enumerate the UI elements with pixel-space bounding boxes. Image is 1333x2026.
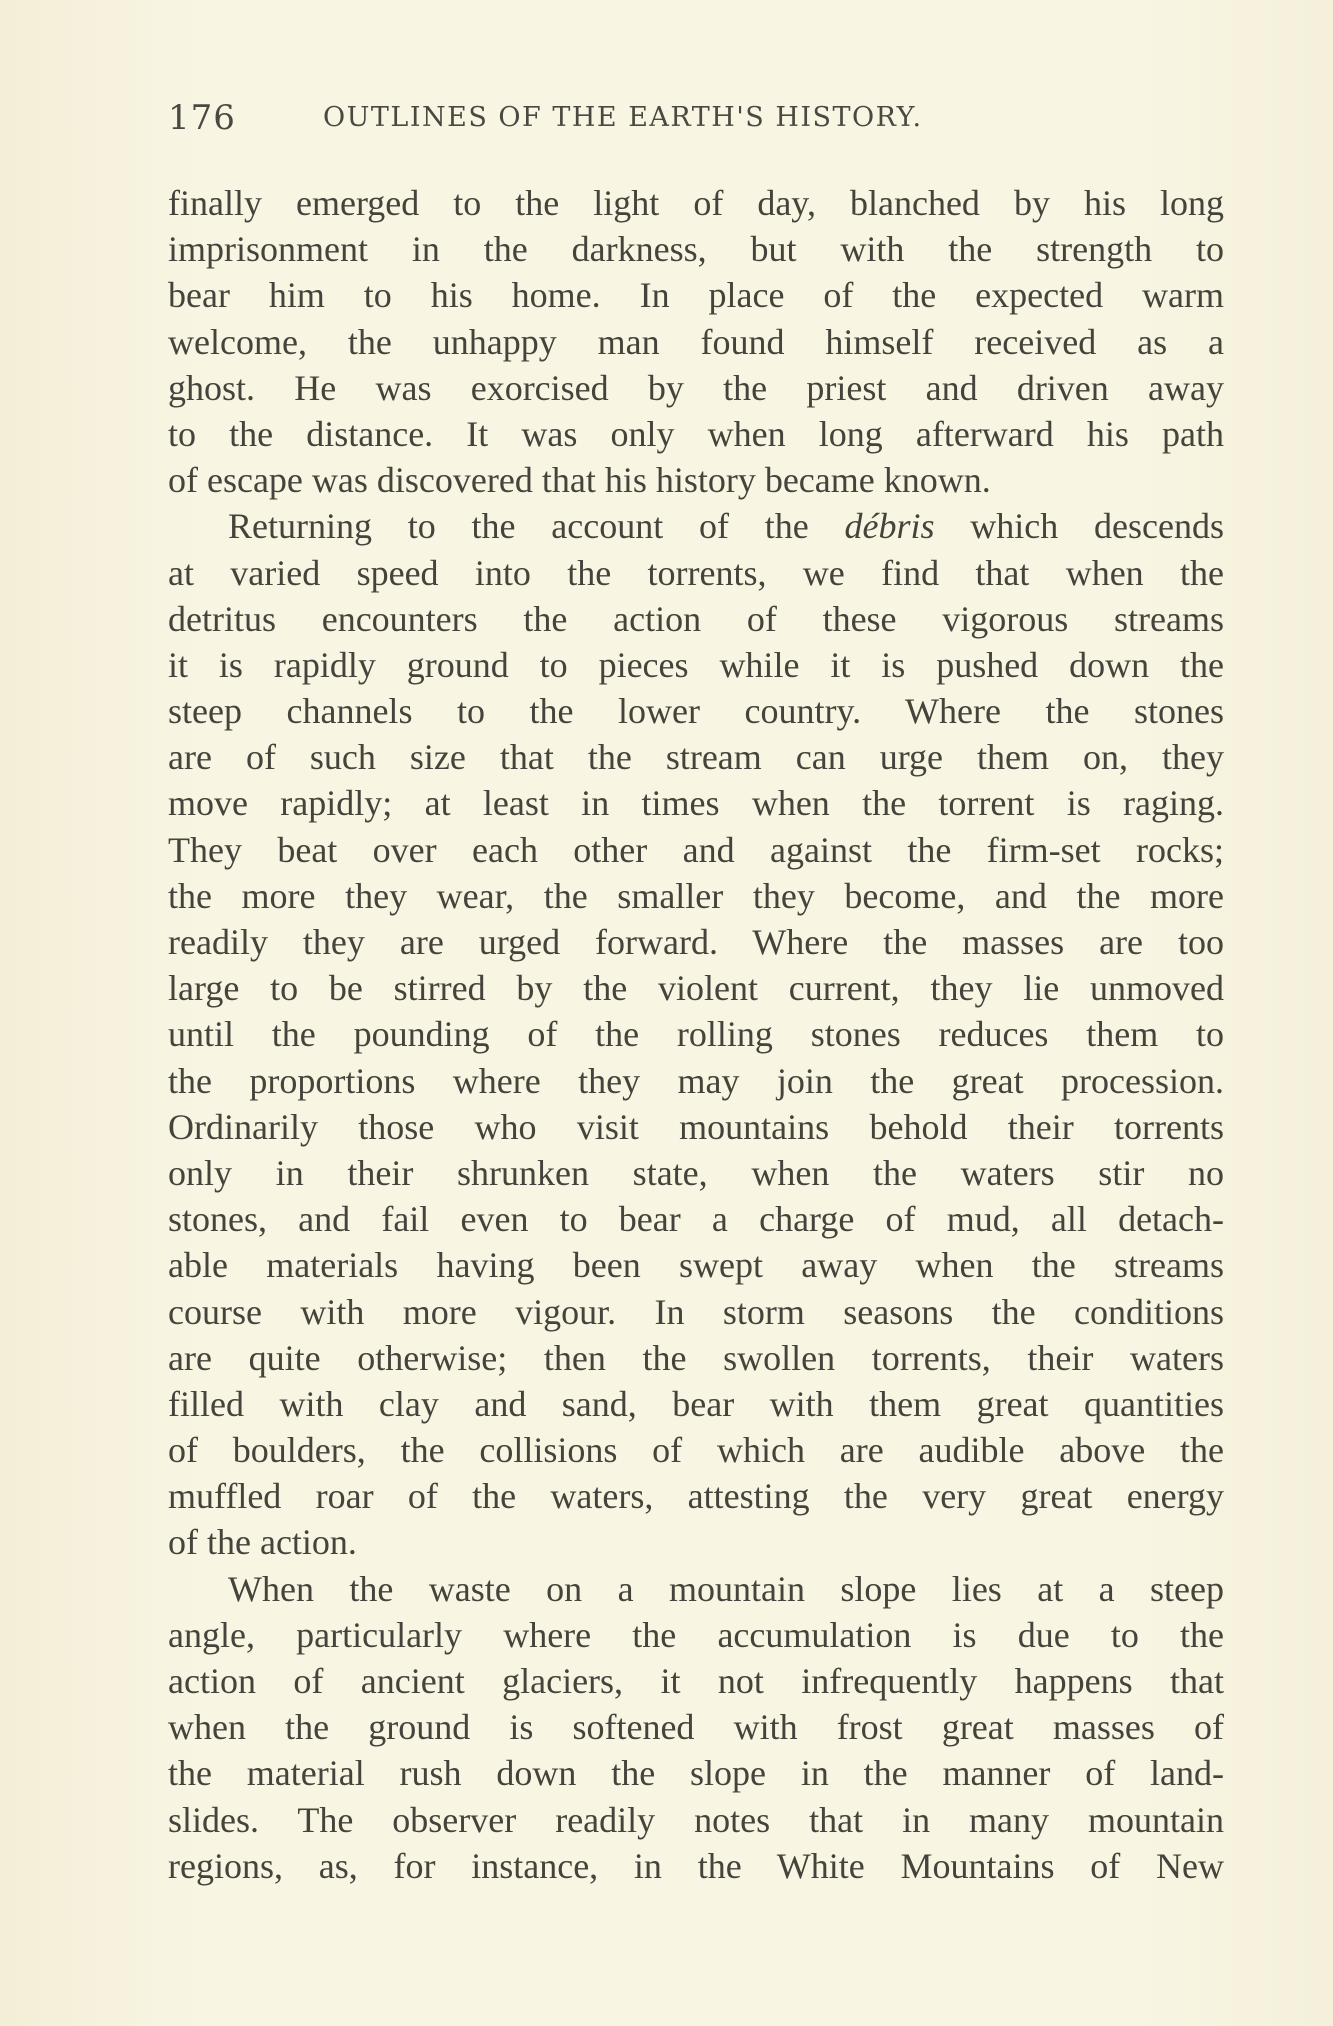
text-line: [168, 503, 1224, 549]
text-line: move rapidly; at least in times when the torrent is raging.: [168, 783, 1224, 824]
text-line: the more they wear, the smaller they become, and the more: [168, 875, 1224, 916]
text-segment: which descends: [934, 506, 1224, 547]
text-line: welcome, the unhappy man found himself received as a: [168, 321, 1224, 362]
text-line: angle, particularly where the accumulation is due to the: [168, 1614, 1224, 1655]
text-line: at varied speed into the torrents, we find that when the: [168, 552, 1224, 593]
text-line: able materials having been swept away when the streams: [168, 1245, 1224, 1286]
text-line: when the ground is softened with frost great masses of: [168, 1707, 1224, 1748]
italic-term: débris: [844, 506, 935, 547]
text-line: of escape was discovered that his history became known.: [168, 460, 991, 501]
page-number: 176: [168, 98, 236, 138]
text-line: it is rapidly ground to pieces while it is pushed down the: [168, 644, 1224, 685]
running-head: OUTLINES OF THE EARTH'S HISTORY.: [323, 102, 923, 133]
text-line: of the action.: [168, 1522, 357, 1563]
text-line: Ordinarily those who visit mountains behold their torrents: [168, 1106, 1224, 1147]
text-line: of boulders, the collisions of which are audible above the: [168, 1430, 1224, 1471]
text-line: until the pounding of the rolling stones reduces them to: [168, 1014, 1224, 1055]
text-line: regions, as, for instance, in the White Mountains of New: [168, 1845, 1224, 1886]
text-line: slides. The observer readily notes that in many mountain: [168, 1799, 1224, 1840]
body-text: [168, 180, 1224, 1889]
text-line: only in their shrunken state, when the waters stir no: [168, 1152, 1224, 1193]
text-line: are of such size that the stream can urge them on, they: [168, 737, 1224, 778]
text-line: course with more vigour. In storm seasons the conditions: [168, 1291, 1224, 1332]
text-line: muffled roar of the waters, attesting the very great energy: [168, 1476, 1224, 1517]
text-segment: Returning to the account of the: [228, 506, 845, 547]
text-line: detritus encounters the action of these vigorous streams: [168, 598, 1224, 639]
text-line: filled with clay and sand, bear with them great quantities: [168, 1383, 1224, 1424]
text-line: bear him to his home. In place of the expected warm: [168, 275, 1224, 316]
text-line: stones, and fail even to bear a charge of mud, all detach-: [168, 1199, 1224, 1240]
text-line: They beat over each other and against the firm-set rocks;: [168, 829, 1224, 870]
page-header: [168, 96, 1088, 146]
text-line: large to be stirred by the violent current, they lie unmoved: [168, 968, 1224, 1009]
text-line: finally emerged to the light of day, blanched by his long: [168, 183, 1224, 223]
text-line: readily they are urged forward. Where the masses are too: [168, 922, 1224, 962]
text-line: to the distance. It was only when long afterward his path: [168, 413, 1224, 454]
text-line: the material rush down the slope in the manner of land-: [168, 1753, 1224, 1794]
text-line: the proportions where they may join the great procession.: [168, 1060, 1224, 1101]
text-line: When the waste on a mountain slope lies at a steep: [228, 1568, 1224, 1609]
text-line: are quite otherwise; then the swollen torrents, their waters: [168, 1337, 1224, 1378]
text-line: ghost. He was exorcised by the priest and driven away: [168, 367, 1224, 408]
text-line: imprisonment in the darkness, but with the strength to: [168, 229, 1224, 270]
text-line: action of ancient glaciers, it not infrequently happens that: [168, 1661, 1224, 1701]
text-line: steep channels to the lower country. Where the stones: [168, 691, 1224, 732]
